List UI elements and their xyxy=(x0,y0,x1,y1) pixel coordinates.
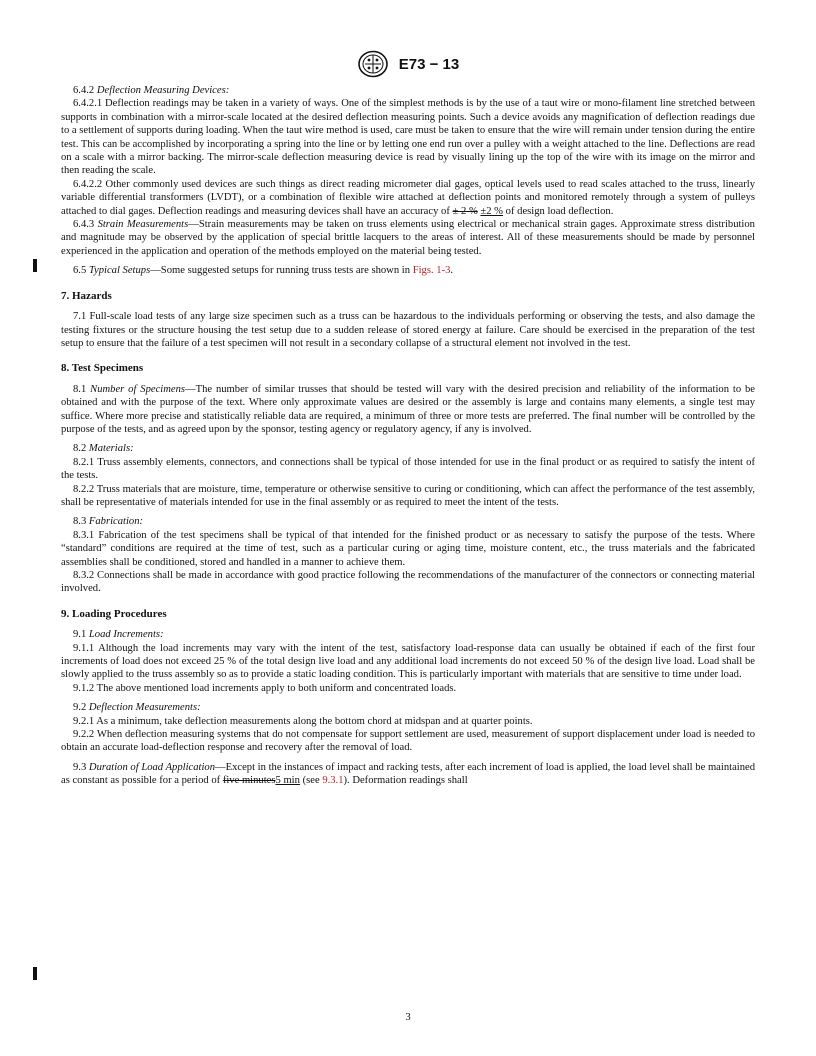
paragraph-8-2-1: 8.2.1 Truss assembly elements, connectors, and connections shall be typical of those intended for use in the final product or as required to satisfy the intent of the tests. xyxy=(61,456,755,482)
change-bar xyxy=(33,967,37,980)
paragraph-6-4-2-1: 6.4.2.1 Deflection readings may be taken in a variety of ways. One of the simplest methods is by the use of a taut wire or mono-filament line stretched between supports in combination with a mirror-scale located at the desired deflection measuring points. Such a device avoids any magnification of deflection readings due to a settlement of supports during loading. When the taut wire method is used, care must be taken to ensure that the wire will remain under tension during the entire test. This can be accomplished by incorporating a spring into the line or by letting one end run over a pulley with a weight attached to the line. Deflections are read on a scale with a mirror backing. The mirror-scale deflection measuring device is read by visually lining up the top of the wire with its image on the mirror and then reading the scale. xyxy=(61,98,755,177)
paragraph-9-1-2: 9.1.2 The above mentioned load increments apply to both uniform and concentrated loads. xyxy=(73,682,457,694)
change-bar xyxy=(33,259,37,272)
paragraph-8-1: 8.1 Number of Specimens—The number of similar trusses that should be tested will vary with the desired precision and reliability of the information to be obtained and with the purpose of the text. Where only approximate values are desired or the assembly is large and contains many elements, a single test may suffice. Where more precise and statistically reliable data are required, a minimum of three or more tests are preferred. The final number will be controlled by the purpose of the tests, and as agreed upon by the sponsor, testing agency or regulatory agency, if any is involved. xyxy=(61,383,755,435)
paragraph-8-2-2: 8.2.2 Truss materials that are moisture, time, temperature or otherwise sensitive to curing or conditioning, which can affect the performance of the test assembly, shall be representative of materials intended for use in the final assembly or as required to meet the intent of the tests. xyxy=(61,483,755,508)
section-9-heading: 9. Loading Procedures xyxy=(61,607,167,620)
paragraph-6-4-2-2: 6.4.2.2 Other commonly used devices are such things as direct reading micrometer dial gages, optical levels used to read scales attached to the truss, linearly variable differential transformers (LVDT), or a combination of flexible wire attached at deflection points and monitored remotely through a system of pulleys attached to dial gages. Deflection readings and measuring devices shall have an accuracy of ± 2 % ±2 % of design load deflection. xyxy=(61,178,755,217)
inserted-text: 5 min xyxy=(275,775,300,787)
section-8-3-heading: 8.3 Fabrication: xyxy=(73,516,144,528)
section-9-1-heading: 9.1 Load Increments: xyxy=(73,629,164,641)
paragraph-9-3: 9.3 Duration of Load Application—Except in the instances of impact and racking tests, after each increment of load is applied, the load level shall be maintained as constant as possible for a period of five minutes5 min (see 9.3.1). Deformation readings shall xyxy=(61,761,756,787)
inserted-text: ±2 % xyxy=(480,205,504,217)
astm-logo-icon xyxy=(357,50,389,78)
section-9-2-heading: 9.2 Deflection Measurements: xyxy=(73,702,201,714)
paragraph-6-5: 6.5 Typical Setups—Some suggested setups for running truss tests are shown in Figs. 1-3. xyxy=(73,265,454,277)
document-designation: E73 − 13 xyxy=(398,55,460,73)
paragraph-9-1-1: 9.1.1 Although the load increments may vary with the intent of the test, satisfactory load-response data can usually be obtained if each of the first four increments of load does not exceed 25 % of the total design live load and any additional load increments do not exceed 50 % of the design live load. Load shall be slowly applied to the truss assembly so as to provide a static loading condition. This is particularly important with materials that are sensitive to time under load. xyxy=(61,642,755,681)
page-number: 3 xyxy=(405,1012,411,1023)
deleted-text: five minutes xyxy=(222,775,276,787)
page-header xyxy=(0,50,816,78)
section-8-heading: 8. Test Specimens xyxy=(61,362,144,375)
document-body xyxy=(61,84,755,788)
paragraph-7-1: 7.1 Full-scale load tests of any large size specimen such as a truss can be hazardous to the individuals performing or observing the tests, and also damage the testing fixtures or the structure housing the test setup due to a sudden release of stored energy at failure. Care should be exercised in the preparation of the test setup to ensure that the failure of a test specimen will not result in a secondary collapse of a structural element not involved in the test. xyxy=(61,311,755,349)
section-link[interactable]: 9.3.1 xyxy=(322,775,344,787)
paragraph-8-3-1: 8.3.1 Fabrication of the test specimens shall be typical of that intended for the finished product or as necessary to satisfy the purpose of the tests. Where “standard” conditions are required at the time of test, such as a particular curing or aging time, moisture content, etc., the truss materials and the fabricated assemblies shall be conditioned, stored and handled in a manner to achieve them. xyxy=(61,529,755,568)
section-7-heading: 7. Hazards xyxy=(61,289,112,302)
paragraph-9-2-2: 9.2.2 When deflection measuring systems that do not compensate for support settlement are used, measurement of support displacement under load is needed to obtain an accurate load-deflection response and recovery after the removal of load. xyxy=(61,729,755,754)
figures-link[interactable]: Figs. 1-3 xyxy=(412,265,451,277)
paragraph-6-4-3: 6.4.3 Strain Measurements—Strain measurements may be taken on truss elements using electrical or mechanical strain gages. Approximate stress distribution and magnitude may be observed by the application of special brittle lacquers to the areas of interest. All of these measurements should be made by personnel experienced in the application and operation of the methods employed on the material being tested. xyxy=(61,219,755,257)
deleted-text: ± 2 % xyxy=(452,205,478,217)
paragraph-9-2-1: 9.2.1 As a minimum, take deflection measurements along the bottom chord at midspan and at quarter points. xyxy=(73,715,533,727)
section-8-2-heading: 8.2 Materials: xyxy=(73,443,134,455)
paragraph-8-3-2: 8.3.2 Connections shall be made in accordance with good practice following the recommendations of the manufacturer of the connectors or connecting material involved. xyxy=(61,570,755,595)
section-6-4-2-heading: 6.4.2 Deflection Measuring Devices: xyxy=(73,85,230,96)
